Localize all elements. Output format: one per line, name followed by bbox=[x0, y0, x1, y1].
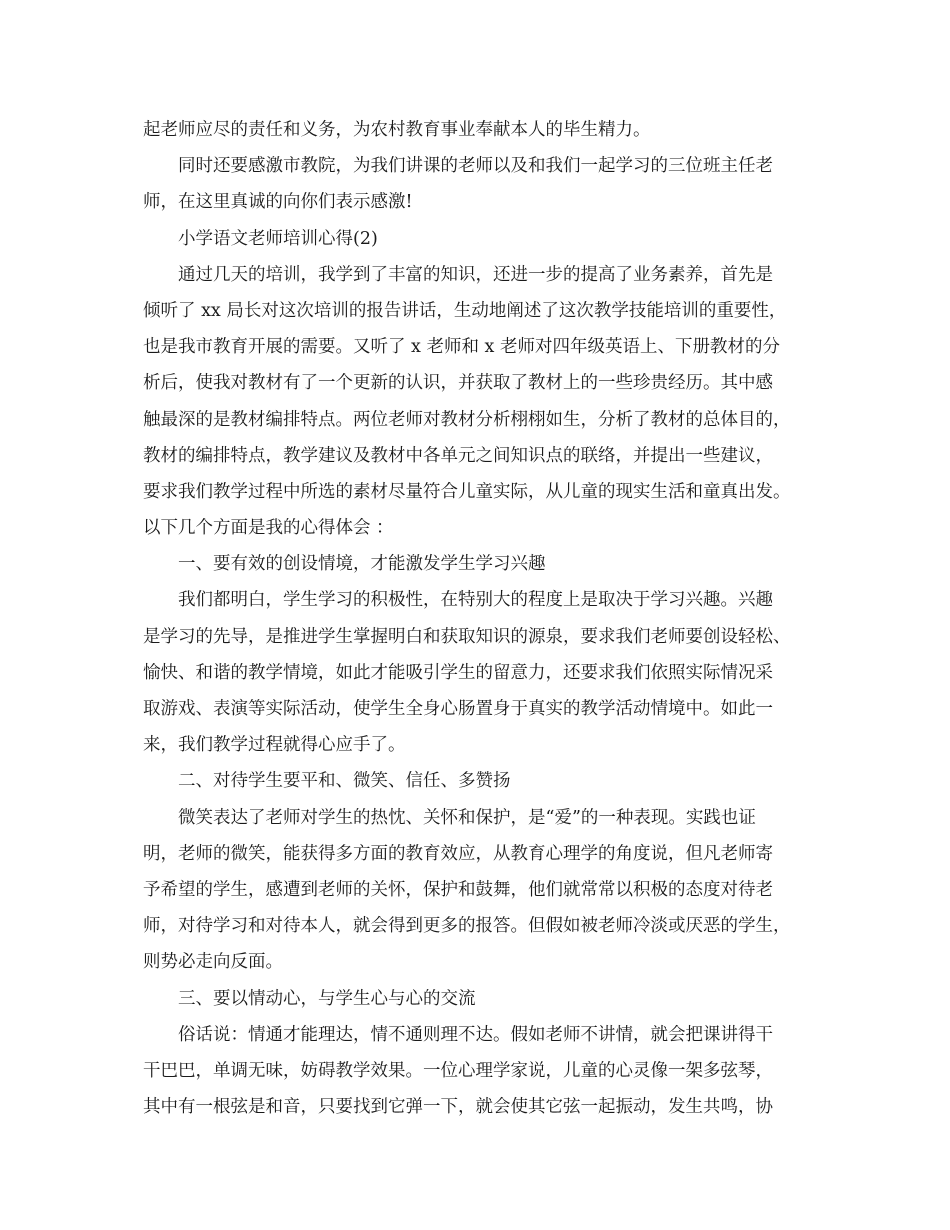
text-line: 其中有一根弦是和音，只要找到它弹一下，就会使其它弦一起振动，发生共鸣，协 bbox=[143, 1097, 773, 1118]
text-line: 师，在这里真诚的向你们表示感激! bbox=[143, 192, 413, 213]
text-line: 来，我们教学过程就得心应手了。 bbox=[143, 735, 406, 756]
document-body bbox=[143, 112, 833, 1125]
text-line: 倾听了 xx 局长对这次培训的报告讲话，生动地阐述了这次教学技能培训的重要性， bbox=[143, 300, 787, 321]
text-line: 触最深的是教材编排特点。两位老师对教材分析栩栩如生，分析了教材的总体目的， bbox=[143, 409, 791, 430]
text-line: 予希望的学生，感遭到老师的关怀，保护和鼓舞，他们就常常以积极的态度对待老 bbox=[143, 879, 773, 900]
text-line: 微笑表达了老师对学生的热忱、关怀和保护，是“爱”的一种表现。实践也证 bbox=[178, 807, 756, 828]
text-line: 取游戏、表演等实际活动，使学生全身心肠置身于真实的教学活动情境中。如此一 bbox=[143, 699, 773, 719]
section-heading: 三、要以情动心，与学生心与心的交流 bbox=[178, 988, 476, 1009]
text-line: 俗话说：情通才能理达，情不通则理不达。假如老师不讲情，就会把课讲得干 bbox=[178, 1024, 773, 1045]
text-line: 教材的编排特点，教学建议及教材中各单元之间知识点的联络，并提出一些建议， bbox=[143, 445, 773, 466]
text-line: 则势必走向反面。 bbox=[143, 952, 283, 973]
section-title: 小学语文老师培训心得(2) bbox=[178, 228, 378, 249]
section-heading: 一、要有效的创设情境，才能激发学生学习兴趣 bbox=[178, 554, 546, 575]
text-line: 干巴巴，单调无味，妨碍教学效果。一位心理学家说，儿童的心灵像一架多弦琴， bbox=[143, 1060, 773, 1081]
text-line: 师，对待学习和对待本人，就会得到更多的报答。但假如被老师冷淡或厌恶的学生， bbox=[143, 916, 791, 937]
text-line: 明，老师的微笑，能获得多方面的教育效应，从教育心理学的角度说，但凡老师寄 bbox=[143, 843, 773, 864]
text-line: 通过几天的培训，我学到了丰富的知识，还进一步的提高了业务素养，首先是 bbox=[178, 264, 773, 285]
text-line: 析后，使我对教材有了一个更新的认识，并获取了教材上的一些珍贵经历。其中感 bbox=[143, 373, 773, 394]
text-line: 同时还要感激市教院，为我们讲课的老师以及和我们一起学习的三位班主任老 bbox=[178, 156, 773, 177]
text-line: 也是我市教育开展的需要。又听了 x 老师和 x 老师对四年级英语上、下册教材的分 bbox=[143, 337, 780, 358]
text-line: 我们都明白，学生学习的积极性，在特别大的程度上是取决于学习兴趣。兴趣 bbox=[178, 590, 773, 611]
section-heading: 二、对待学生要平和、微笑、信任、多赞扬 bbox=[178, 771, 511, 792]
text-line: 要求我们教学过程中所选的素材尽量符合儿童实际，从儿童的现实生活和童真出发。 bbox=[143, 481, 791, 502]
text-line: 是学习的先导，是推进学生掌握明白和获取知识的源泉，要求我们老师要创设轻松、 bbox=[143, 626, 791, 647]
text-line: 起老师应尽的责任和义务，为农村教育事业奉献本人的毕生精力。 bbox=[143, 120, 651, 140]
text-line: 愉快、和谐的教学情境，如此才能吸引学生的留意力，还要求我们依照实际情况采 bbox=[143, 662, 773, 683]
text-line: 以下几个方面是我的心得体会 ： bbox=[143, 518, 394, 539]
